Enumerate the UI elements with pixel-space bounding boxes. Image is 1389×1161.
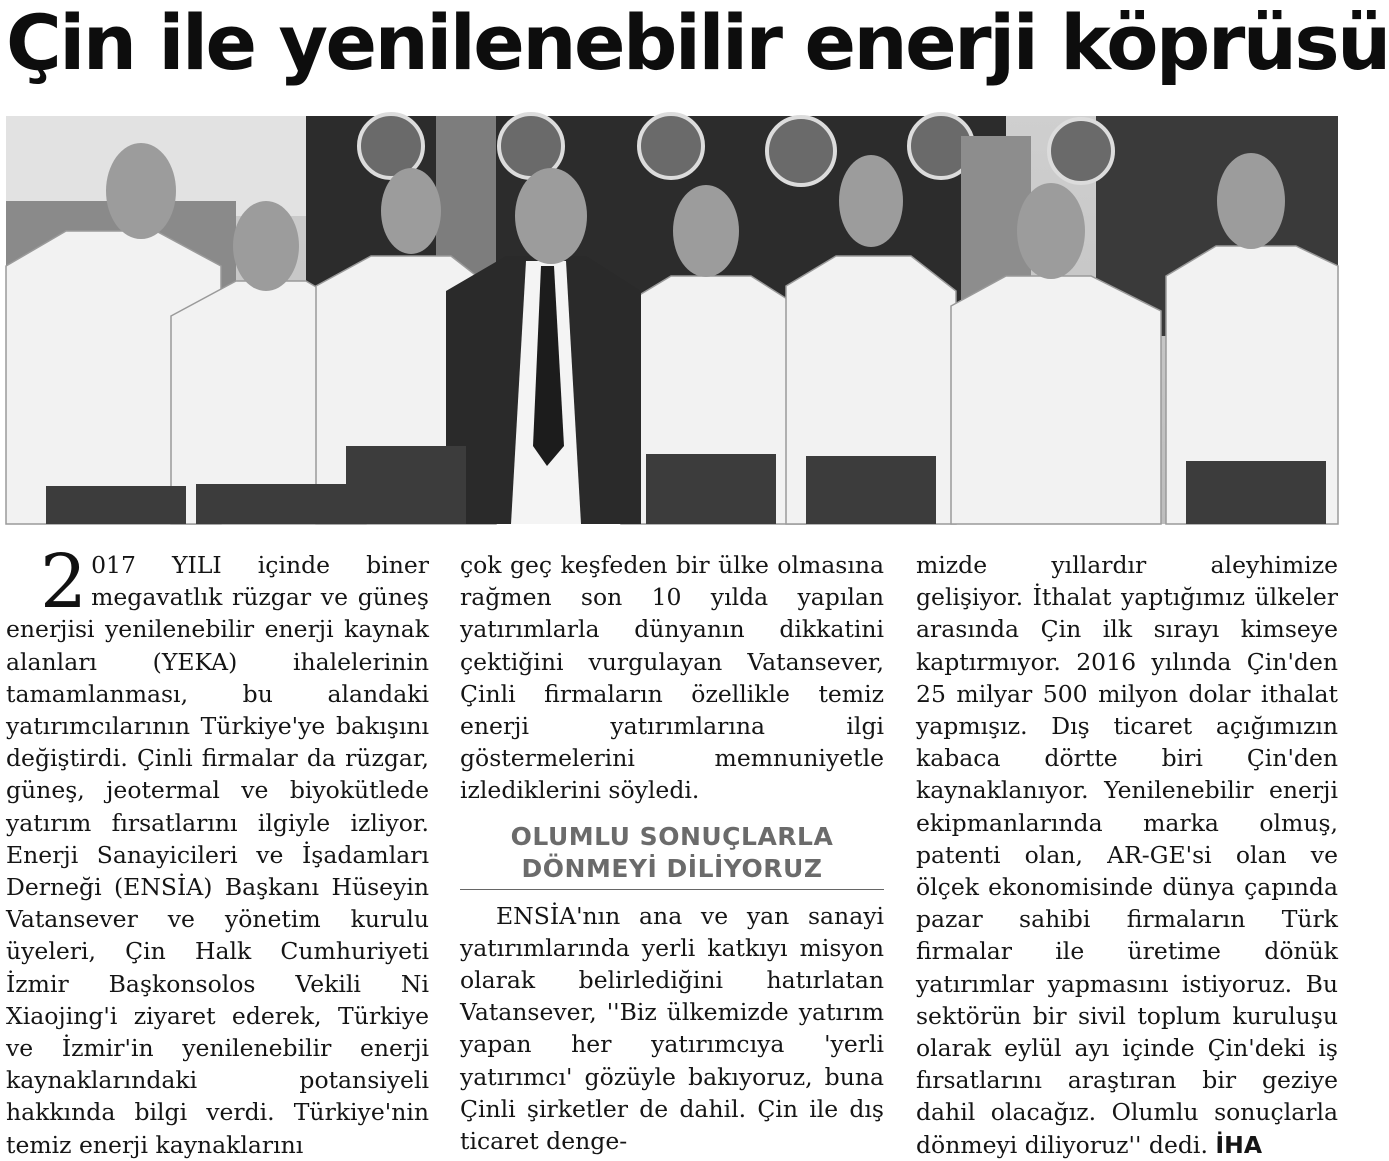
column-2-text-top: çok geç keşfeden bir ülke olmasına rağmen son 10 yılda yapılan yatırımlarla dünyanın dikkatini çektiğini vurgulayan Vatansever, Çinli firmaların özellikle temiz enerji yatırımlarına ilgi göstermelerini memnuniyetle izlediklerini söyledi. [460,551,884,805]
article-column-1 [6,539,429,1159]
headline: Çin ile yenilenebilir enerji köprüsü [6,0,1389,87]
subheading: OLUMLU SONUÇLARLA DÖNMEYİ DİLİYORUZ [460,821,884,890]
news-agency: İHA [1215,1130,1263,1159]
article-column-3 [916,549,1338,1159]
column-2-text-bottom: ENSİA'nın ana ve yan sanayi yatırımlarında yerli katkıyı misyon olarak belirlediğini hatırlatan Vatansever, ''Biz ülkemizde yatırım yapan her yatırımcıya 'yerli yatırımcı' gözüyle bakıyoruz, buna Çinli şirketler de dahil. Çin ile dış ticaret denge- [460,901,884,1156]
group-photo [6,116,1338,524]
group-photo-icon [6,116,1338,524]
column-1-text: 017 YILI içinde biner megavatlık rüzgar ve güneş enerjisi yenilenebilir enerji kaynak alanları (YEKA) ihalelerinin tamamlanması, bu alandaki yatırımcılarının Türkiye'ye bakışını değiştirdi. Çinli firmalar da rüzgar, güneş, jeotermal ve biyokütlede yatırım fırsatlarını ilgiyle izliyor. Enerji Sanayicileri ve İşadamları Derneği (ENSİA) Başkanı Hüseyin Vatansever ve yönetim kurulu üyeleri, Çin Halk Cumhuriyeti İzmir Başkonsolos Vekili Ni Xiaojing'i ziyaret ederek, Türkiye ve İzmir'in yenilenebilir enerji kaynaklarındaki potansiyeli hakkında bilgi verdi. Türkiye'nin temiz enerji kaynaklarını [6,551,429,1159]
drop-cap: 2 [40,539,88,625]
article-column-2 [460,549,884,1156]
column-3-text: mizde yıllardır aleyhimize gelişiyor. İthalat yaptığımız ülkeler arasında Çin ilk sırayı kimseye kaptırmıyor. 2016 yılında Çin'den 25 milyar 500 milyon dolar ithalat yapmışız. Dış ticaret açığımızın kabaca dörtte biri Çin'den kaynaklanıyor. Yenilenebilir enerji ekipmanlarında marka olmuş, patenti olan, AR-GE'si olan ve ölçek ekonomisinde dünya çapında pazar sahibi firmaların Türk firmalar ile üretime dönük yatırımlar yapmasını istiyoruz. Bu sektörün bir sivil toplum kuruluşu olarak eylül ayı içinde Çin'deki iş fırsatlarını araştıran bir geziye dahil olacağız. Olumlu sonuçlarla dönmeyi diliyoruz'' dedi. [916,551,1338,1159]
